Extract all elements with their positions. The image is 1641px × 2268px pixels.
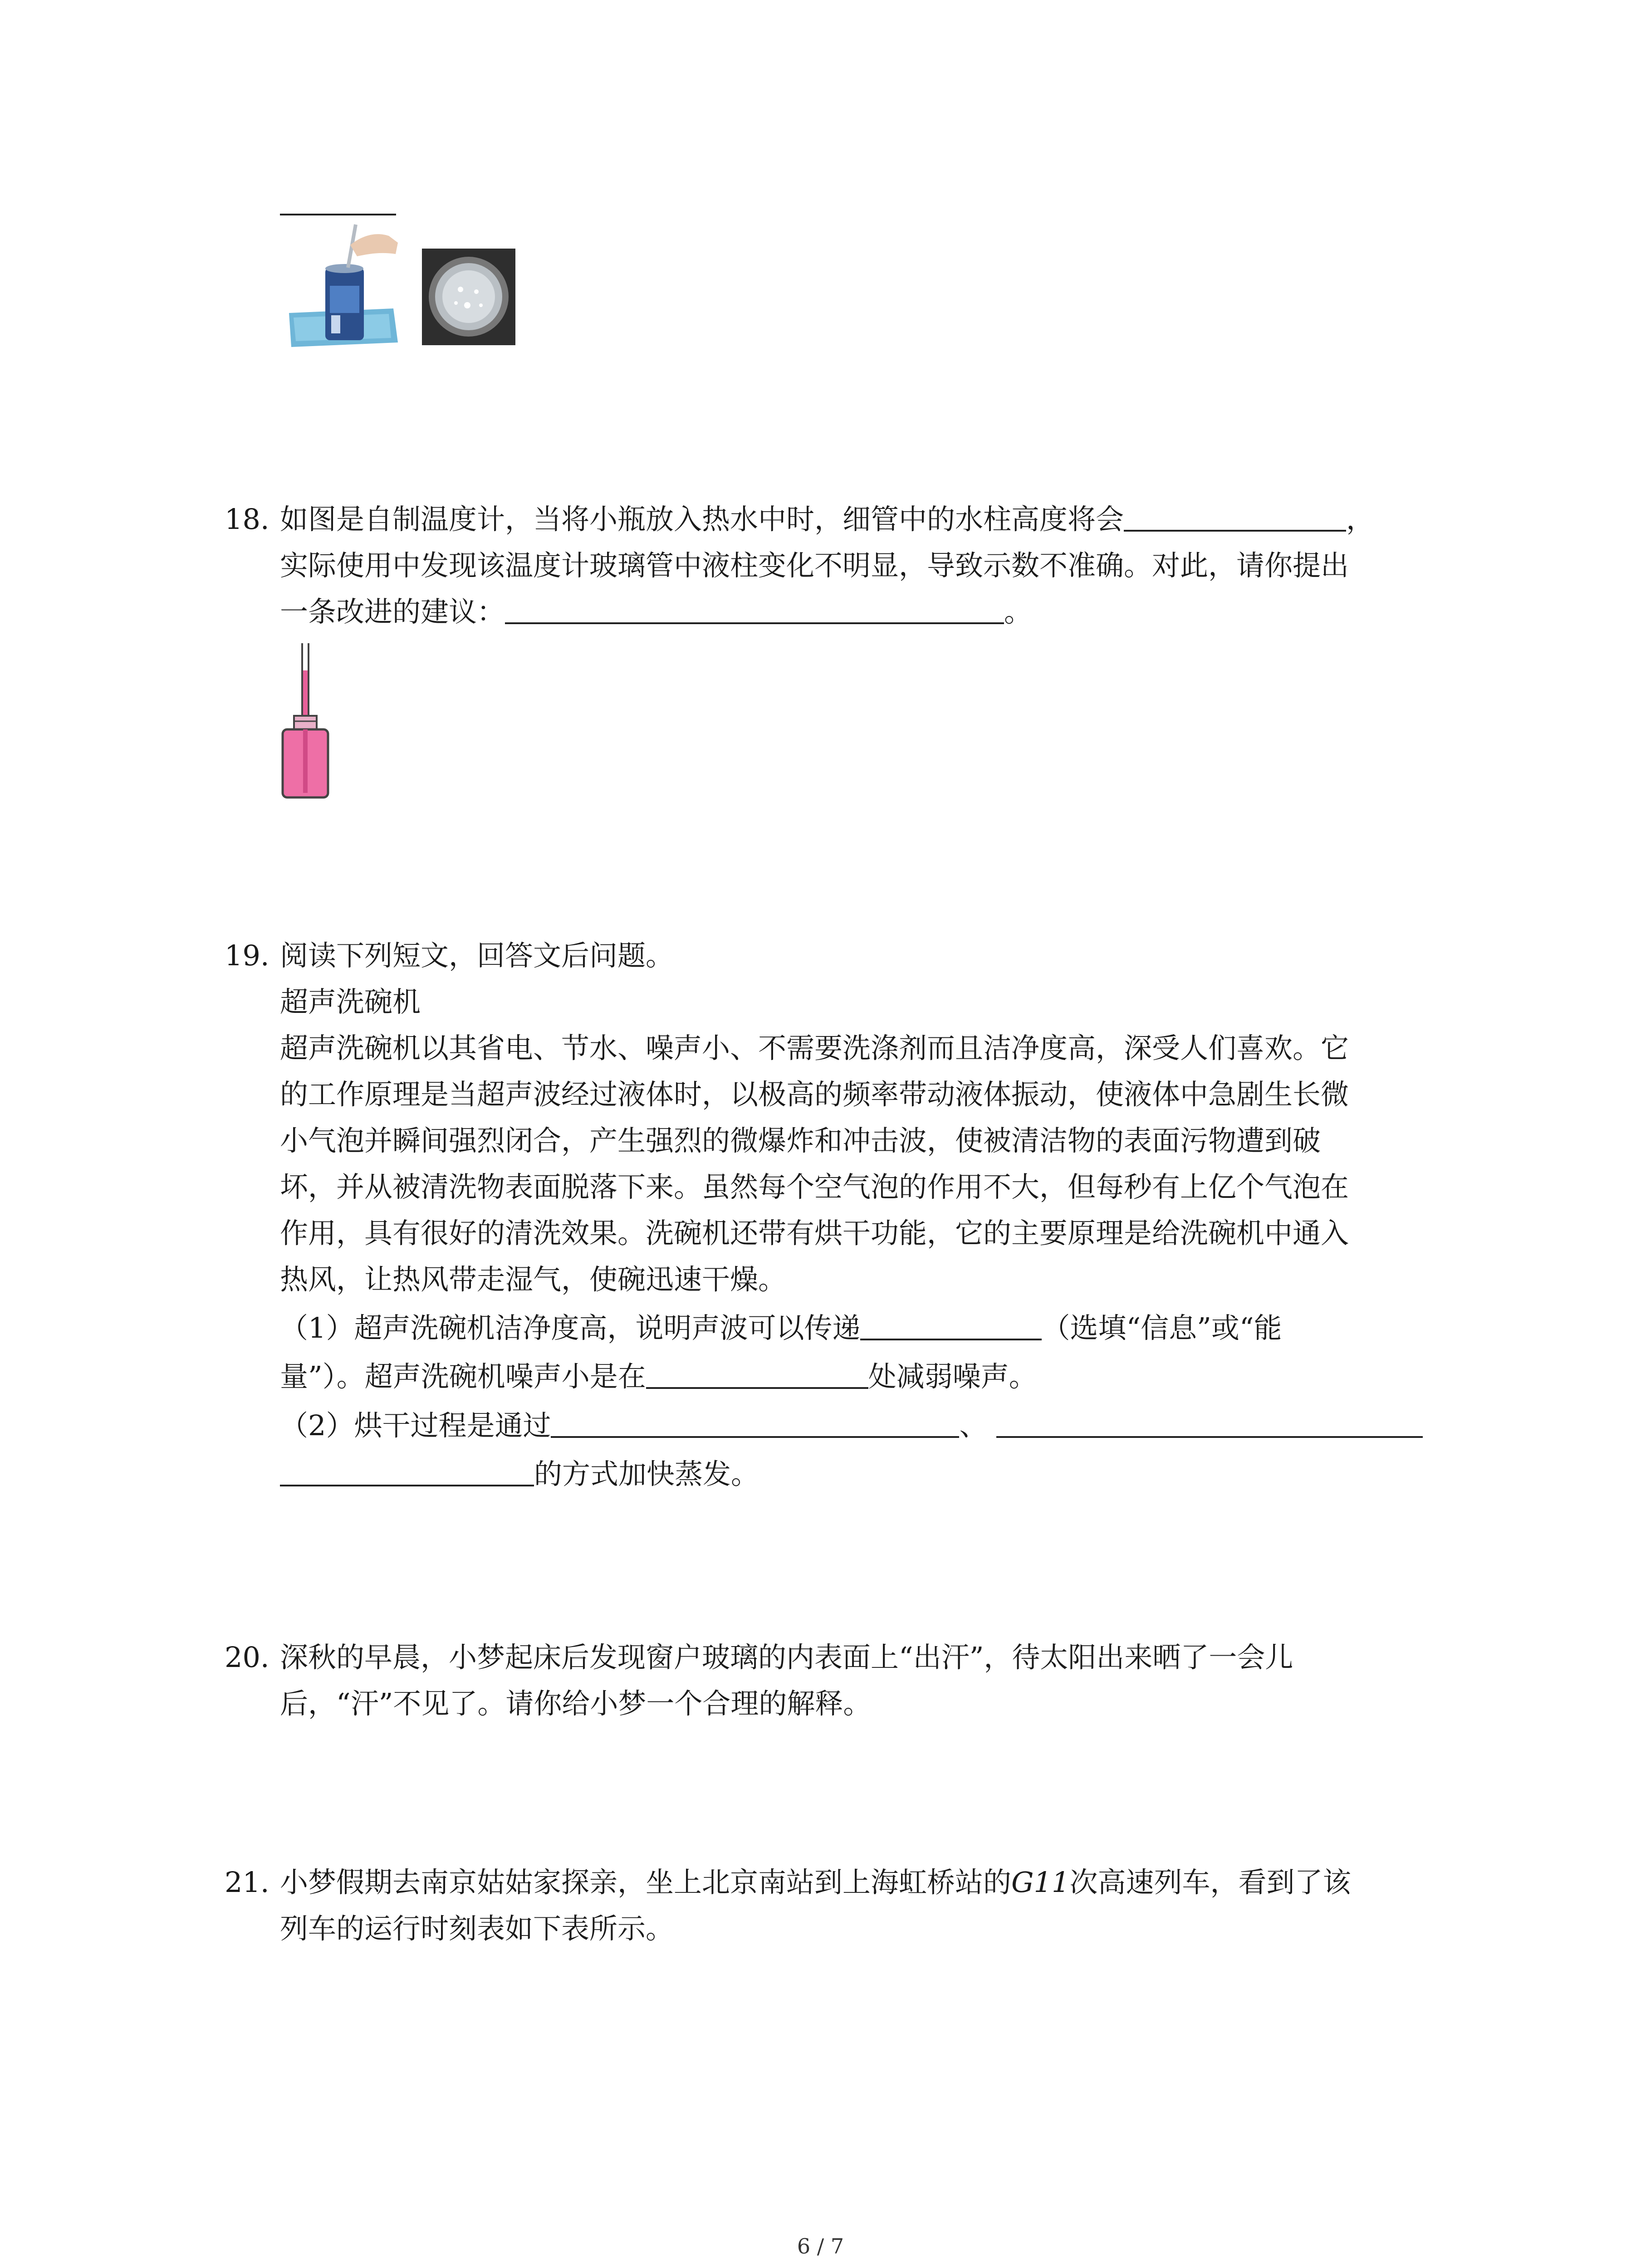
q19-intro: 阅读下列短文，回答文后问题。 — [280, 939, 674, 972]
q18-line1 — [280, 497, 1374, 542]
q19-para-4: 坏，并从被清洗物表面脱落下来。虽然每个空气泡的作用不大，但每秒有上亿个气泡在 — [280, 1170, 1349, 1203]
q18-line3 — [280, 589, 1032, 635]
figure-thermometer — [280, 643, 335, 802]
q21-number: 21. — [225, 1866, 269, 1899]
q19-number: 19. — [225, 939, 269, 972]
q19-sub2-sep: 、 — [959, 1409, 988, 1442]
q19-para-2: 的工作原理是当超声波经过液体时，以极高的频率带动液体振动，使液体中急剧生长微 — [280, 1078, 1349, 1111]
page-number: 6 / 7 — [797, 2234, 844, 2258]
q19-sub2-line2 — [280, 1452, 759, 1497]
q21-train-number: G11 — [1011, 1866, 1070, 1899]
q18-line2: 实际使用中发现该温度计玻璃管中液柱变化不明显，导致示数不准确。对此，请你提出 — [280, 549, 1349, 582]
q21-line1 — [280, 1860, 1351, 1905]
q18-comma: ， — [1346, 503, 1375, 536]
q20-number: 20. — [225, 1641, 269, 1674]
q18-blank-suggestion[interactable] — [505, 591, 1004, 624]
figure-can-experiment — [282, 218, 400, 354]
q19-para-1: 超声洗碗机以其省电、节水、噪声小、不需要洗涤剂而且洁净度高，深受人们喜欢。它 — [280, 1031, 1349, 1065]
q19-sub1-line1 — [280, 1305, 1282, 1351]
q18-period: 。 — [1004, 595, 1033, 628]
q18-text1: 如图是自制温度计，当将小瓶放入热水中时，细管中的水柱高度将会 — [280, 503, 1124, 536]
q21-text-a: 小梦假期去南京姑姑家探亲，坐上北京南站到上海虹桥站的 — [280, 1866, 1012, 1899]
q19-para-5: 作用，具有很好的清洗效果。洗碗机还带有烘干功能，它的主要原理是给洗碗机中通入 — [280, 1217, 1349, 1250]
q19-blank-method2-part2[interactable] — [280, 1453, 534, 1486]
q19-sub2-line1 — [280, 1403, 1423, 1448]
q18-number: 18. — [225, 503, 269, 536]
q19-sub2-text-a: （2）烘干过程是通过 — [280, 1409, 551, 1442]
q19-sub1-line2 — [280, 1354, 1037, 1399]
q19-sub2-text-b: 的方式加快蒸发。 — [534, 1457, 759, 1491]
q19-sub1-text-c: 量”）。超声洗碗机噪声小是在 — [280, 1360, 646, 1393]
q19-sub1-text-a: （1）超声洗碗机洁净度高，说明声波可以传递 — [280, 1311, 861, 1344]
q18-text3: 一条改进的建议： — [280, 595, 505, 628]
q19-sub1-text-b: （选填“信息”或“能 — [1042, 1311, 1282, 1344]
answer-blank-prev[interactable] — [280, 214, 396, 215]
q19-blank-noise[interactable] — [646, 1355, 868, 1389]
q18-blank-height[interactable] — [1124, 498, 1346, 532]
q19-para-6: 热风，让热风带走湿气，使碗迅速干燥。 — [280, 1263, 787, 1296]
q19-blank-method2-part1[interactable] — [996, 1404, 1423, 1438]
q21-line2: 列车的运行时刻表如下表所示。 — [280, 1912, 674, 1945]
q19-para-3: 小气泡并瞬间强烈闭合，产生强烈的微爆炸和冲击波，使被清洁物的表面污物遭到破 — [280, 1124, 1321, 1157]
q19-sub1-text-d: 处减弱噪声。 — [868, 1360, 1037, 1393]
q19-blank-method1[interactable] — [551, 1404, 959, 1438]
q21-text-b: 次高速列车，看到了该 — [1069, 1866, 1351, 1899]
figure-frost-photo — [422, 249, 515, 345]
q20-line2: 后，“汗”不见了。请你给小梦一个合理的解释。 — [280, 1687, 872, 1720]
q19-blank-transfer[interactable] — [860, 1307, 1042, 1340]
q19-title: 超声洗碗机 — [280, 985, 421, 1018]
q20-line1: 深秋的早晨，小梦起床后发现窗户玻璃的内表面上“出汗”，待太阳出来晒了一会儿 — [280, 1641, 1293, 1674]
